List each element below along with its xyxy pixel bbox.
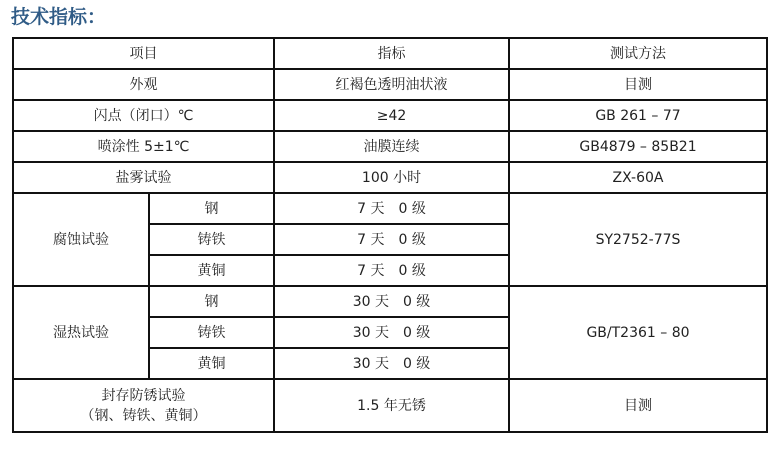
header-item: 项目 bbox=[13, 38, 274, 69]
header-method: 测试方法 bbox=[509, 38, 767, 69]
table-row bbox=[13, 379, 767, 432]
table-row bbox=[13, 286, 767, 317]
cell: 红褐色透明油状液 bbox=[274, 69, 509, 100]
cell: 30 天 0 级 bbox=[274, 348, 509, 379]
table-row bbox=[13, 69, 767, 100]
table-header bbox=[13, 38, 767, 69]
cell: 黄铜 bbox=[149, 255, 274, 286]
cell: 30 天 0 级 bbox=[274, 286, 509, 317]
header-spec: 指标 bbox=[274, 38, 509, 69]
cell: 盐雾试验 bbox=[13, 162, 274, 193]
cell: 铸铁 bbox=[149, 224, 274, 255]
table-row bbox=[13, 162, 767, 193]
cell: 油膜连续 bbox=[274, 131, 509, 162]
cell bbox=[13, 379, 274, 432]
cell-line: 封存防锈试验 bbox=[101, 387, 186, 404]
cell: ZX-60A bbox=[509, 162, 767, 193]
table-row bbox=[13, 100, 767, 131]
cell: 目测 bbox=[509, 379, 767, 432]
spec-table bbox=[12, 37, 768, 433]
cell-line: （钢、铸铁、黄铜） bbox=[80, 407, 207, 424]
section-title: 技术指标： bbox=[11, 6, 107, 28]
cell: 目测 bbox=[509, 69, 767, 100]
cell: 钢 bbox=[149, 286, 274, 317]
cell: 钢 bbox=[149, 193, 274, 224]
cell: 铸铁 bbox=[149, 317, 274, 348]
cell: 7 天 0 级 bbox=[274, 224, 509, 255]
cell: 100 小时 bbox=[274, 162, 509, 193]
cell: ≥42 bbox=[274, 100, 509, 131]
cell: 30 天 0 级 bbox=[274, 317, 509, 348]
table-row bbox=[13, 193, 767, 224]
cell: 喷涂性 5±1℃ bbox=[13, 131, 274, 162]
cell: 腐蚀试验 bbox=[13, 193, 149, 286]
cell: SY2752-77S bbox=[509, 193, 767, 286]
cell: 黄铜 bbox=[149, 348, 274, 379]
table-row bbox=[13, 131, 767, 162]
cell: 外观 bbox=[13, 69, 274, 100]
cell: 湿热试验 bbox=[13, 286, 149, 379]
cell: GB 261 – 77 bbox=[509, 100, 767, 131]
cell: 7 天 0 级 bbox=[274, 193, 509, 224]
cell: 闪点（闭口）℃ bbox=[13, 100, 274, 131]
cell: GB/T2361 – 80 bbox=[509, 286, 767, 379]
cell: 7 天 0 级 bbox=[274, 255, 509, 286]
cell: 1.5 年无锈 bbox=[274, 379, 509, 432]
cell: GB4879 – 85B21 bbox=[509, 131, 767, 162]
